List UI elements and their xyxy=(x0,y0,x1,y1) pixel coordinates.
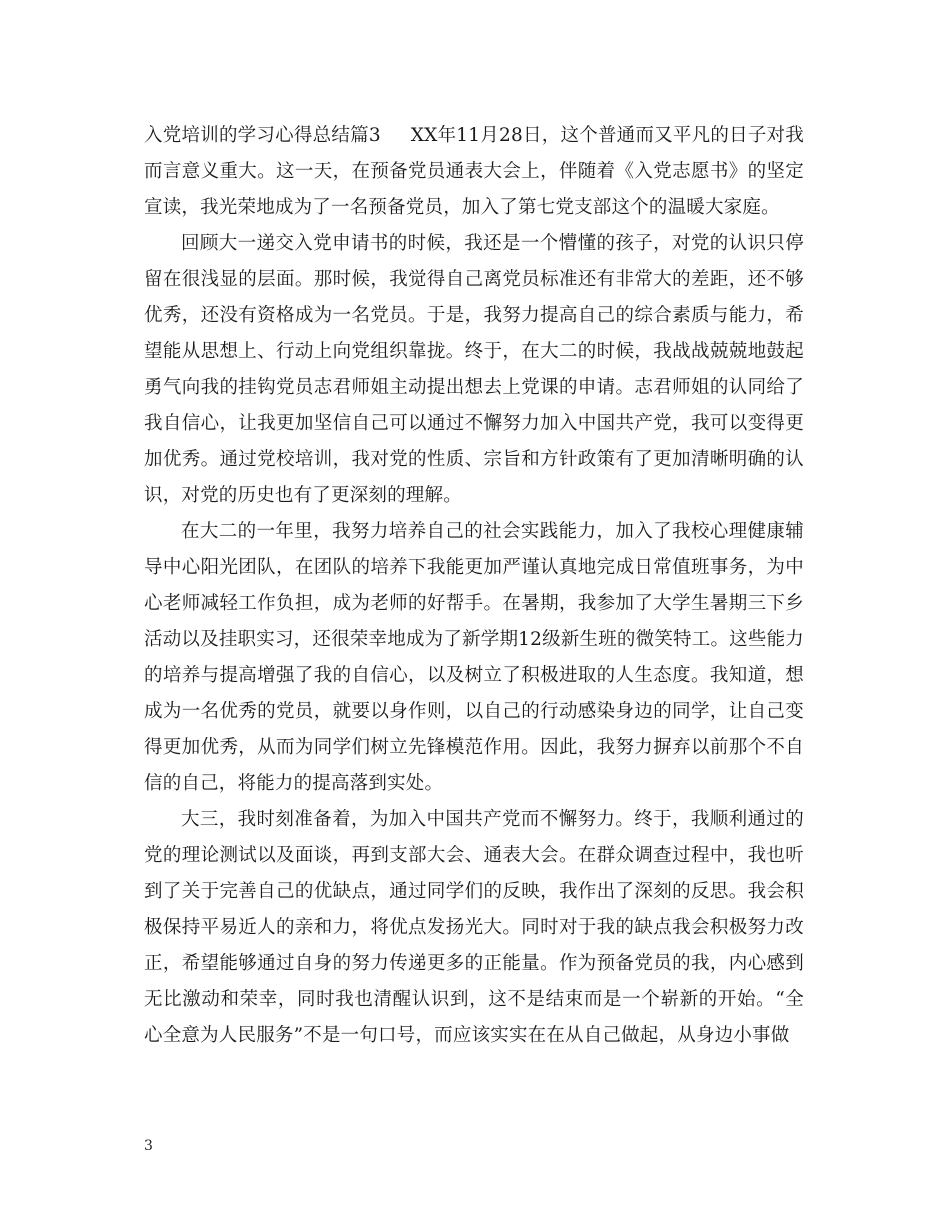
paragraph-1-text: XX年11月28日，这个普通而又平凡的日子对我而言意义重大。这一天，在预备党员通表大会上，伴随着《入党志愿书》的坚定宣读，我光荣地成为了一名预备党员，加入了第七党支部这个的温暖大家庭。 xyxy=(144,125,804,218)
document-heading: 入党培训的学习心得总结篇3 xyxy=(144,125,381,146)
page-number: 3 xyxy=(144,1138,153,1154)
paragraph-1 xyxy=(144,118,804,226)
paragraph-4: 大三，我时刻准备着，为加入中国共产党而不懈努力。终于，我顺利通过的党的理论测试以及面谈，再到支部大会、通表大会。在群众调查过程中，我也听到了关于完善自己的优缺点，通过同学们的反映，我作出了深刻的反思。我会积极保持平易近人的亲和力，将优点发扬光大。同时对于我的缺点我会积极努力改正，希望能够通过自身的努力传递更多的正能量。作为预备党员的我，内心感到无比激动和荣幸，同时我也清醒认识到，这不是结束而是一个崭新的开始。“全心全意为人民服务”不是一句口号，而应该实实在在从自己做起，从身边小事做 xyxy=(144,809,804,1046)
paragraph-3: 在大二的一年里，我努力培养自己的社会实践能力，加入了我校心理健康辅导中心阳光团队，在团队的培养下我能更加严谨认真地完成日常值班事务，为中心老师减轻工作负担，成为老师的好帮手。在暑期，我参加了大学生暑期三下乡活动以及挂职实习，还很荣幸地成为了新学期12级新生班的微笑特工。这些能力的培养与提高增强了我的自信心，以及树立了积极进取的人生态度。我知道，想成为一名优秀的党员，就要以身作则，以自己的行动感染身边的同学，让自己变得更加优秀，从而为同学们树立先锋模范作用。因此，我努力摒弃以前那个不自信的自己，将能力的提高落到实处。 xyxy=(144,521,804,794)
paragraph-2: 回顾大一递交入党申请书的时候，我还是一个懵懂的孩子，对党的认识只停留在很浅显的层面。那时候，我觉得自己离党员标准还有非常大的差距，还不够优秀，还没有资格成为一名党员。于是，我努力提高自己的综合素质与能力，希望能从思想上、行动上向党组织靠拢。终于，在大二的时候，我战战兢兢地鼓起勇气向我的挂钩党员志君师姐主动提出想去上党课的申请。志君师姐的认同给了我自信心，让我更加坚信自己可以通过不懈努力加入中国共产党，我可以变得更加优秀。通过党校培训，我对党的性质、宗旨和方针政策有了更加清晰明确的认识，对党的历史也有了更深刻的理解。 xyxy=(144,233,804,506)
document-body xyxy=(144,118,804,1054)
